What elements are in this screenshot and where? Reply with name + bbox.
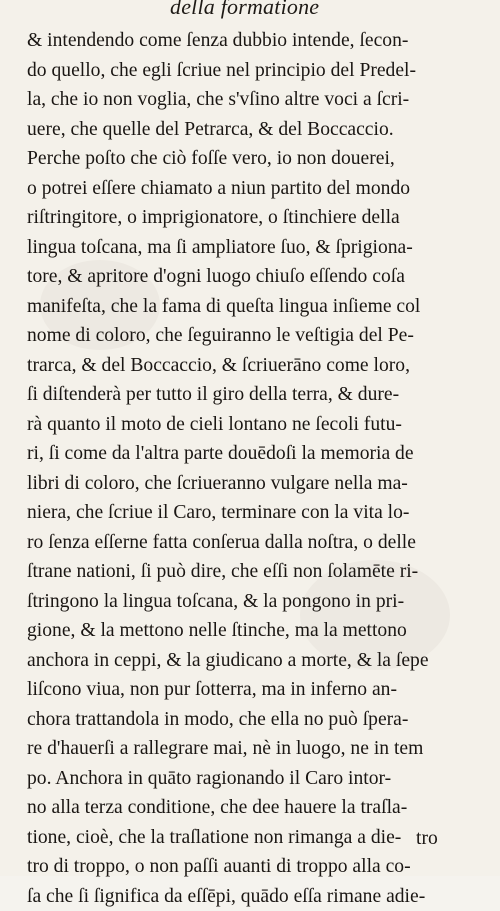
text-line: rà quanto il moto de cieli lontano ne ſecoli futu- — [27, 410, 493, 440]
text-line: trarca, & del Boccaccio, & ſcriuerāno come loro, — [27, 351, 493, 381]
text-line: liſcono viua, non pur ſotterra, ma in inferno an- — [27, 675, 493, 705]
text-line: re d'hauerſi a rallegrare mai, nè in luogo, ne in tem — [27, 734, 493, 764]
text-line: Perche poſto che ciò foſſe vero, io non douerei, — [27, 144, 493, 174]
text-line: nome di coloro, che ſeguiranno le veſtigia del Pe- — [27, 321, 493, 351]
text-line: uere, che quelle del Petrarca, & del Boccaccio. — [27, 115, 493, 145]
text-line: tore, & apritore d'ogni luogo chiuſo eſſendo coſa — [27, 262, 493, 292]
text-line: gione, & la mettono nelle ſtinche, ma la mettono — [27, 616, 493, 646]
text-line: anchora in ceppi, & la giudicano a morte, & la ſepe — [27, 646, 493, 676]
text-line: riſtringitore, o imprigionatore, o ſtinchiere della — [27, 203, 493, 233]
text-line: libri di coloro, che ſcriueranno vulgare nella ma- — [27, 469, 493, 499]
text-line: do quello, che egli ſcriue nel principio del Predel- — [27, 56, 493, 86]
text-line: ri, ſi come da l'altra parte douēdoſi la memoria de — [27, 439, 493, 469]
text-line: niera, che ſcriue il Caro, terminare con la vita lo- — [27, 498, 493, 528]
text-line: ſi diſtenderà per tutto il giro della terra, & dure- — [27, 380, 493, 410]
text-line: ſtringono la lingua toſcana, & la pongono in pri- — [27, 587, 493, 617]
catchword: tro — [416, 828, 438, 850]
text-line: tro di troppo, o non paſſi auanti di troppo alla co- — [27, 852, 493, 882]
body-text — [27, 26, 493, 911]
text-line: ſa che ſi ſignifica da eſſēpi, quādo eſſa rimane adie- — [27, 882, 493, 911]
text-line: no alla terza conditione, che dee hauere la traſla- — [27, 793, 493, 823]
text-line: tione, cioè, che la traſlatione non rimanga a die- — [27, 823, 493, 853]
text-line: o potrei eſſere chiamato a niun partito del mondo — [27, 174, 493, 204]
text-line: & intendendo come ſenza dubbio intende, ſecon- — [27, 26, 493, 56]
text-line: ſtrane nationi, ſi può dire, che eſſi non ſolamēte ri- — [27, 557, 493, 587]
running-head: della formatione — [170, 0, 319, 20]
text-line: ro ſenza eſſerne fatta conſerua dalla noſtra, o delle — [27, 528, 493, 558]
text-line: chora trattandola in modo, che ella no può ſpera- — [27, 705, 493, 735]
text-line: manifeſta, che la fama di queſta lingua inſieme col — [27, 292, 493, 322]
text-line: po. Anchora in quāto ragionando il Caro intor- — [27, 764, 493, 794]
text-line: la, che io non voglia, che s'vſino altre voci a ſcri- — [27, 85, 493, 115]
text-line: lingua toſcana, ma ſi ampliatore ſuo, & ſprigiona- — [27, 233, 493, 263]
